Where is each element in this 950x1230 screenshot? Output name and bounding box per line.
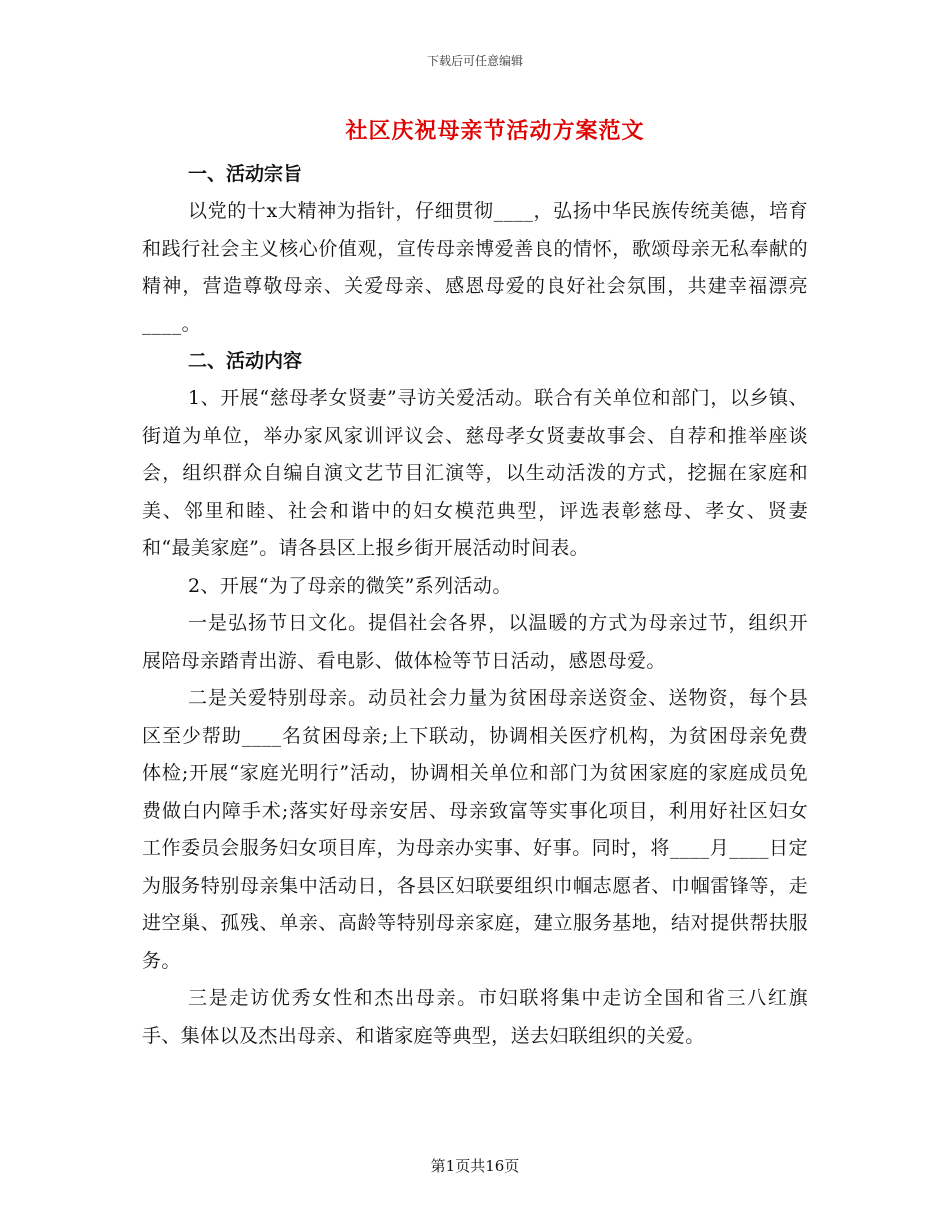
document-body	[142, 156, 808, 1055]
paragraph: 1、开展“慈母孝女贤妻”寻访关爱活动。联合有关单位和部门，以乡镇、街道为单位，举办家风家训评议会、慈母孝女贤妻故事会、自荐和推举座谈会，组织群众自编自演文艺节目汇演等，以生动活泼的方式，挖掘在家庭和美、邻里和睦、社会和谐中的妇女模范典型，评选表彰慈母、孝女、贤妻和“最美家庭”。请各县区上报乡街开展活动时间表。	[142, 387, 808, 559]
paragraph: 以党的十x大精神为指针，仔细贯彻____，弘扬中华民族传统美德，培育和践行社会主义核心价值观，宣传母亲博爱善良的情怀，歌颂母亲无私奉献的精神，营造尊敬母亲、关爱母亲、感恩母爱的良好社会氛围，共建幸福漂亮____。	[142, 200, 808, 335]
section-heading: 一、活动宗旨	[188, 163, 303, 185]
paragraph: 二是关爱特别母亲。动员社会力量为贫困母亲送资金、送物资，每个县区至少帮助____名贫困母亲;上下联动，协调相关医疗机构，为贫困母亲免费体检;开展“家庭光明行”活动，协调相关单位和部门为贫困家庭的家庭成员免费做白内障手术;落实好母亲安居、母亲致富等实事化项目，利用好社区妇女工作委员会服务妇女项目库，为母亲办实事、好事。同时，将____月____日定为服务特别母亲集中活动日，各县区妇联要组织巾帼志愿者、巾帼雷锋等，走进空巢、孤残、单亲、高龄等特别母亲家庭，建立服务基地，结对提供帮扶服务。	[142, 687, 808, 972]
paragraph: 三是走访优秀女性和杰出母亲。市妇联将集中走访全国和省三八红旗手、集体以及杰出母亲、和谐家庭等典型，送去妇联组织的关爱。	[142, 987, 808, 1047]
page-footer: 第1页共16页	[430, 1157, 520, 1175]
header-note: 下载后可任意编辑	[426, 54, 523, 68]
paragraph: 2、开展“为了母亲的微笑”系列活动。	[188, 574, 512, 597]
paragraph: 一是弘扬节日文化。提倡社会各界，以温暖的方式为母亲过节，组织开展陪母亲踏青出游、看电影、做体检等节日活动，感恩母爱。	[142, 612, 808, 672]
document-title: 社区庆祝母亲节活动方案范文	[345, 119, 645, 144]
section-heading: 二、活动内容	[188, 350, 303, 372]
